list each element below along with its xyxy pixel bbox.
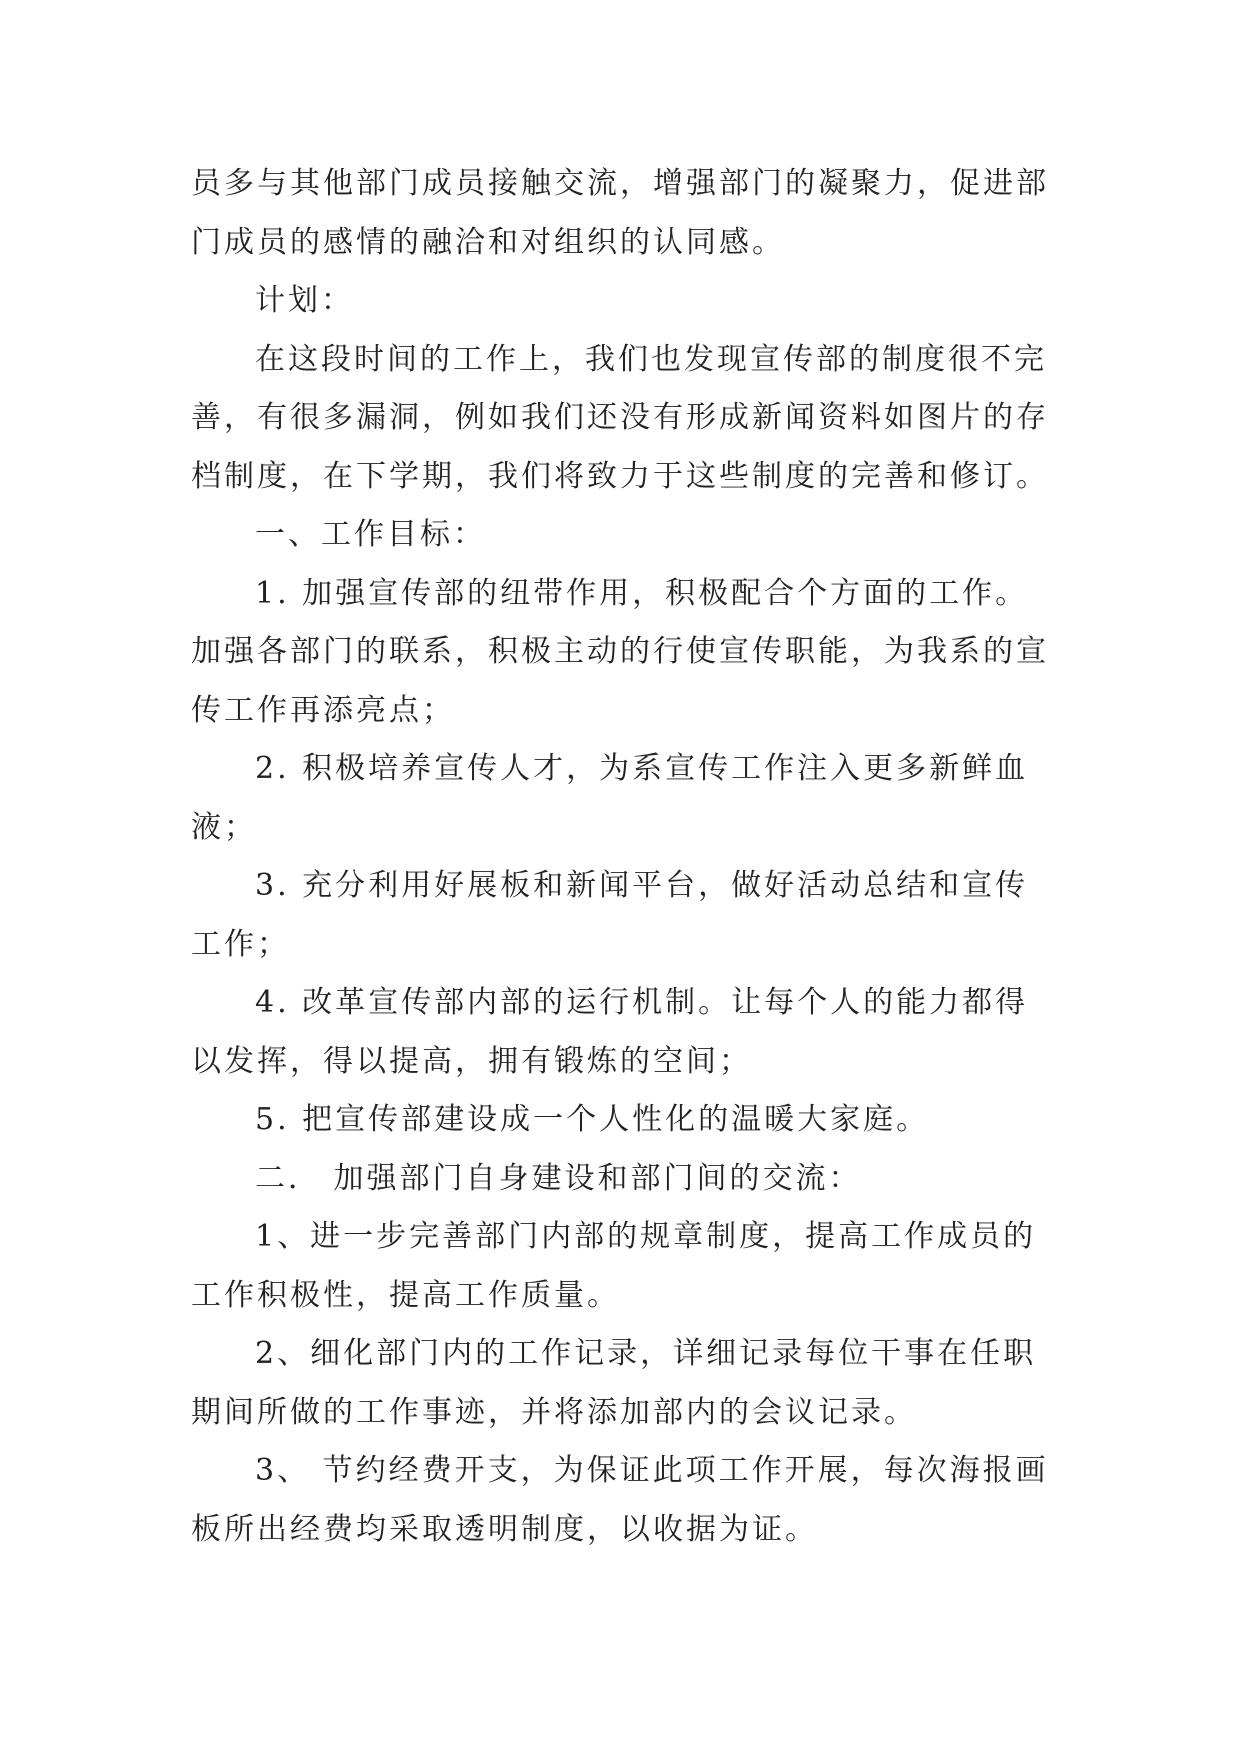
text-line: 工作积极性，提高工作质量。 — [191, 1277, 620, 1313]
text-line: 加强各部门的联系，积极主动的行使宣传职能，为我系的宣 — [191, 634, 1049, 669]
section-heading-department: 二． 加强部门自身建设和部门间的交流： — [255, 1160, 862, 1196]
text-line: 员多与其他部门成员接触交流，增强部门的凝聚力，促进部 — [191, 166, 1049, 201]
text-line: 液； — [191, 809, 257, 845]
text-line: 传工作再添亮点； — [191, 692, 455, 728]
document-body — [191, 155, 1051, 1559]
sub-item-1: 1、进一步完善部门内部的规章制度，提高工作成员的 — [255, 1219, 1037, 1254]
text-line: 善，有很多漏洞，例如我们还没有形成新闻资料如图片的存 — [191, 400, 1049, 435]
list-item-2: 2. 积极培养宣传人才，为系宣传工作注入更多新鲜血 — [255, 751, 1029, 786]
sub-item-2: 2、细化部门内的工作记录，详细记录每位干事在任职 — [255, 1336, 1037, 1371]
list-item-1: 1. 加强宣传部的纽带作用，积极配合个方面的工作。 — [255, 575, 1029, 611]
section-label-plan: 计划： — [255, 283, 354, 318]
text-line: 门成员的感情的融洽和对组织的认同感。 — [191, 224, 785, 260]
text-line: 档制度，在下学期，我们将致力于这些制度的完善和修订。 — [191, 458, 1049, 494]
list-item-3: 3. 充分利用好展板和新闻平台，做好活动总结和宣传 — [255, 868, 1029, 903]
text-line: 以发挥，得以提高，拥有锻炼的空间； — [191, 1043, 752, 1079]
list-item-5: 5. 把宣传部建设成一个人性化的温暖大家庭。 — [255, 1102, 930, 1137]
text-line: 期间所做的工作事迹，并将添加部内的会议记录。 — [191, 1394, 917, 1430]
text-line: 板所出经费均采取透明制度，以收据为证。 — [191, 1511, 818, 1547]
sub-item-3: 3、 节约经费开支，为保证此项工作开展，每次海报画 — [255, 1453, 1049, 1488]
list-item-4: 4. 改革宣传部内部的运行机制。让每个人的能力都得 — [255, 985, 1029, 1020]
text-line: 工作； — [191, 926, 290, 962]
section-heading-goals: 一、工作目标： — [255, 517, 486, 552]
text-line: 在这段时间的工作上，我们也发现宣传部的制度很不完 — [255, 341, 1047, 377]
